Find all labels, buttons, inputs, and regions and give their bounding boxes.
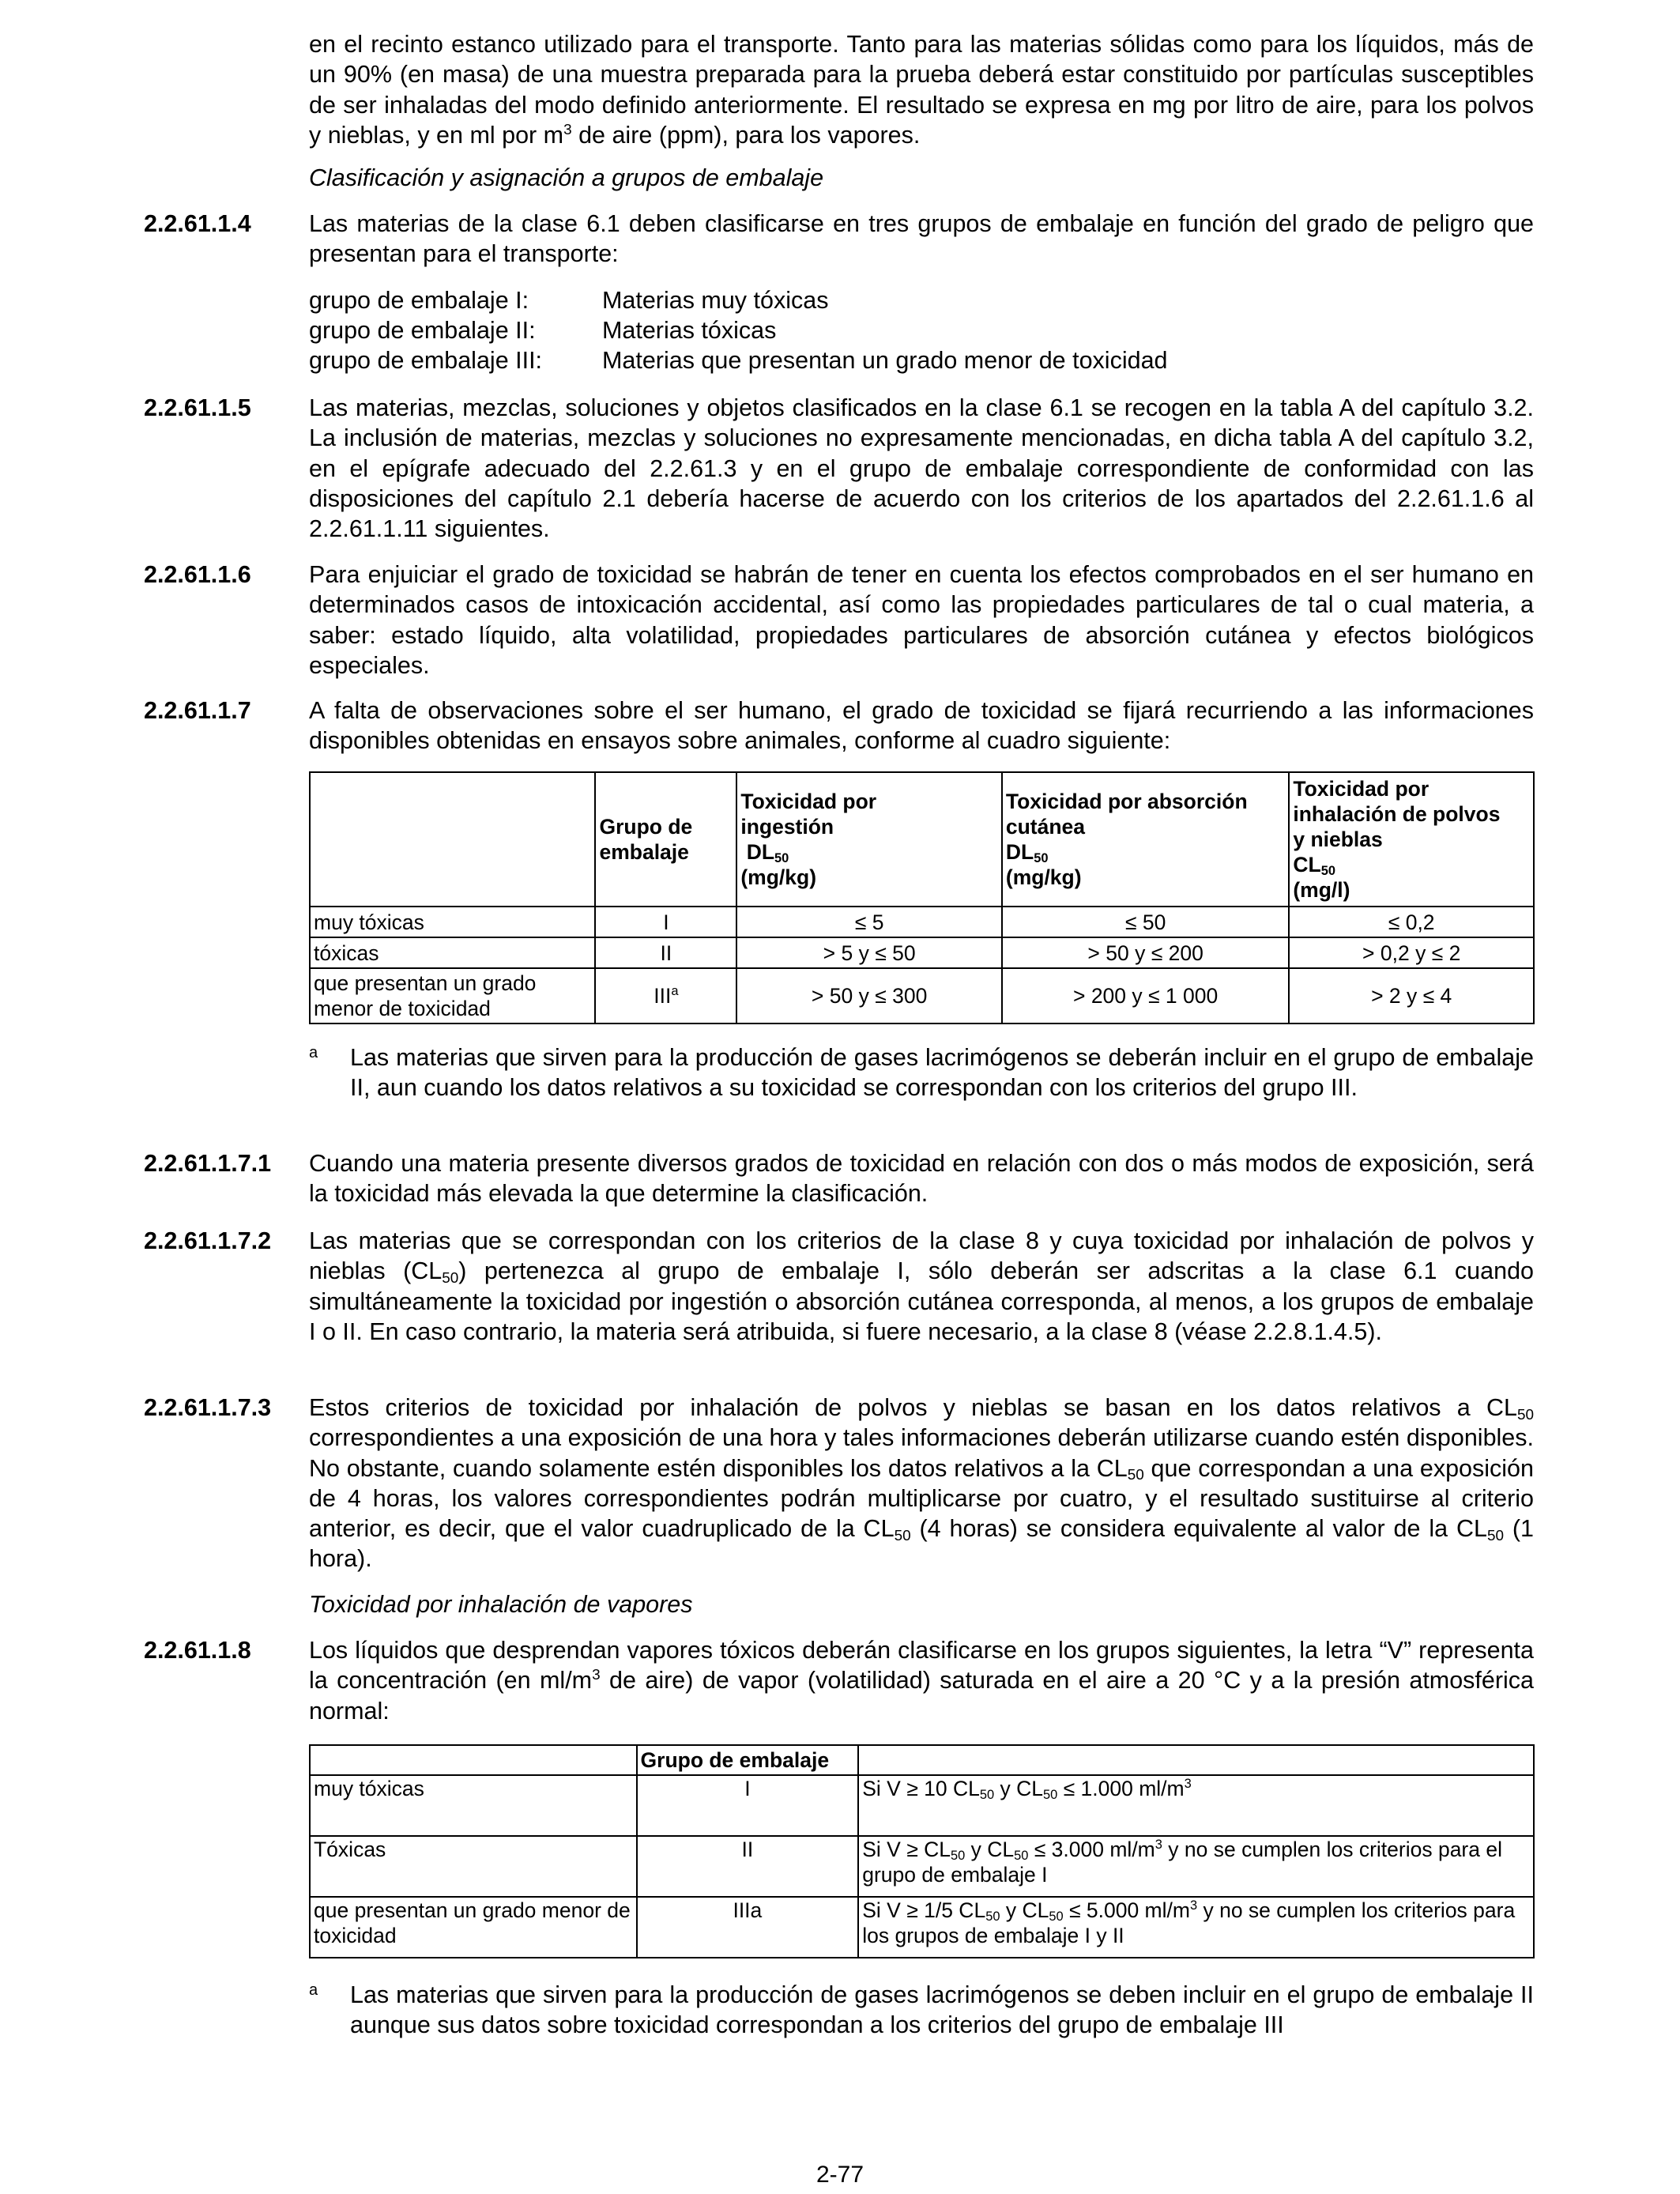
document-page: en el recinto estanco utilizado para el transporte. Tanto para las materias sólidas como para los líquidos, más de un 90% (en masa) de una muestra preparada para la prueba deberá estar constituido por partículas susceptibles de ser inhaladas del modo definido anteriormente. El resultado se expresa en mg por litro de aire, para los polvos y nieblas, y en ml por $m^3$ de aire (ppm), para los vapores. Clasificación y asignación a grupos de embalaje 2.2.61.1.4 Las materias de la clase 6.1 deben clasificarse en tres grupos de embalaje en función del grado de peligro que presentan para el transporte: grupo de embalaje I: Materias muy tóxicas grupo de embalaje II: Materias tóxicas grupo de embalaje III: Materias que presentan un grado menor de toxicidad 2.2.61.1.5 Las materias, mezclas, soluciones y objetos clasificados en la clase 6.1 se recogen en la tabla A del capítulo 3.2. La inclusión de materias, mezclas y soluciones no expresamente mencionadas, en dicha tabla A del capítulo 3.2, en el epígrafe adecuado del 2.2.61.3 y en el grupo de embalaje correspondiente de conformidad con las disposiciones del capítulo 2.1 debería hacerse de acuerdo con los criterios de los apartados del 2.2.61.1.6 al 2.2.61.1.11 siguientes. 2.2.61.1.6 Para enjuiciar el grado de toxicidad se habrán de tener en cuenta los efectos comprobados en el ser humano en determinados casos de intoxicación accidental, así como las propiedades particulares de tal o cual materia, a saber: estado líquido, alta volatilidad, propiedades particulares de absorción cutánea y efectos biológicos especiales. 2.2.61.1.7 A falta de observaciones sobre el ser humano, el grado de toxicidad se fijará recurriendo a las informaciones disponibles obtenidas en ensayos sobre animales, conforme al cuadro siguiente: Grupo de embalaje Toxicidad por ingestión $DL_{50}$ (mg/kg) Toxicidad por absorción cutánea $DL_{50}$ (mg/kg) Toxicidad por inhalación de polvos y nieblas $CL_{50}$ (mg/l) muy tóxicas I ≤ 5 ≤ 50 ≤ 0,2 tóxicas II > 5 y ≤ 50 > 50 y ≤ 200 > 0,2 y ≤ 2 que presentan un grado menor de toxicidad III$^a$ > 50 y ≤ 300 > 200 y ≤ 1 000 > 2 y ≤ 4 a Las materias que sirven para la producción de gases lacrimógenos se deberán incluir en el grupo de embalaje II, aun cuando los datos relativos a su toxicidad se correspondan con los criterios del grupo III. 2.2.61.1.7.1 Cuando una materia presente diversos grados de toxicidad en relación con dos o más modos de exposición, será la toxicidad más elevada la que determine la clasificación. 2.2.61.1.7.2 Las materias que se correspondan con los criterios de la clase 8 y cuya toxicidad por inhalación de polvos y nieblas $(CL_{50})$ pertenezca al grupo de embalaje I, sólo deberán ser adscritas a la clase 6.1 cuando simultáneamente la toxicidad por ingestión o absorción cutánea corresponda, al menos, a los grupos de embalaje I o II. En caso contrario, la materia será atribuida, si fuere necesario, a la clase 8 (véase 2.2.8.1.4.5). 2.2.61.1.7.3 Estos criterios de toxicidad por inhalación de polvos y nieblas se basan en los datos relativos a $CL_{50}$ correspondientes a una exposición de una hora y tales informaciones deberán utilizarse cuando estén disponibles. No obstante, cuando solamente estén disponibles los datos relativos a la $CL_{50}$ que correspondan a una exposición de 4 horas, los valores correspondientes podrán multiplicarse por cuatro, y el resultado sustituirse al criterio anterior, es decir, que el valor cuadruplicado de la $CL_{50}$ (4 horas) se considera equivalente al valor de la $CL_{50}$ (1 hora). Toxicidad por inhalación de vapores 2.2.61.1.8 Los líquidos que desprendan vapores tóxicos deberán clasificarse en los grupos siguientes, la letra “V” representa la concentración (en $ml/m^3$ de aire) de vapor (volatilidad) saturada en el aire a 20 °C y a la presión atmosférica normal: Grupo de embalaje muy tóxicas I Si V ≥ 10 $CL_{50}$ y $CL_{50} \le 1.000$ $ml/m^3$ Tóxicas II Si $V \ge CL_{50}$ y $CL_{50} \le 3.000$ $ml/m^3$ y no se cumplen los criterios para el grupo de embalaje I que presentan un grado menor de toxicidad IIIa Si V ≥ 1/5 $CL_{50}$ y $CL_{50} \le 5.000$ $ml/m^3$ y no se cumplen los criterios para los grupos de embalaje I y II a Las materias que sirven para la producción de gases lacrimógenos se deben incluir en el grupo de embalaje II aunque sus datos sobre toxicidad correspondan a los criterios del grupo de embalaje III 2-77	[0, 0, 1680, 2194]
section-number: 2.2.61.1.5	[144, 394, 251, 421]
category-cell: que presentan un grado menor de toxicidad	[310, 1897, 637, 1958]
ingestion-cell: > 5 y ≤ 50	[736, 937, 1002, 968]
dermal-cell: > 50 y ≤ 200	[1002, 937, 1289, 968]
section-number: 2.2.61.1.8	[144, 1637, 251, 1664]
inhalation-cell: > 2 y ≤ 4	[1289, 968, 1534, 1023]
table-row	[310, 1897, 1534, 1958]
table-header-criteria	[858, 1745, 1534, 1775]
criteria-cell: Si $V \ge CL_{50}$ y $CL_{50} \le 3.000$ $ml/m^3$ y no se cumplen los criterios para el grupo de embalaje I	[858, 1836, 1534, 1897]
criteria-cell: Si V ≥ 1/5 $CL_{50}$ y $CL_{50} \le 5.000$ $ml/m^3$ y no se cumplen los criterios para los grupos de embalaje I y II	[858, 1897, 1534, 1958]
toxicity-table	[309, 771, 1535, 1024]
ingestion-cell: ≤ 5	[736, 907, 1002, 937]
heading-classification: Clasificación y asignación a grupos de embalaje	[309, 164, 824, 191]
dermal-cell: > 200 y ≤ 1 000	[1002, 968, 1289, 1023]
section-number: 2.2.61.1.7.1	[144, 1150, 272, 1177]
category-cell: Tóxicas	[310, 1836, 637, 1897]
table-header-ingestion: Toxicidad por ingestión $DL_{50}$ (mg/kg)	[736, 772, 1002, 907]
category-cell: muy tóxicas	[310, 907, 595, 937]
group-cell: II	[637, 1836, 859, 1897]
table-header-row	[310, 1745, 1534, 1775]
section-text: Cuando una materia presente diversos grados de toxicidad en relación con dos o más modos de exposición, será la toxicidad más elevada la que determine la clasificación.	[309, 1150, 1534, 1208]
table-row	[310, 1775, 1534, 1836]
ingestion-cell: > 50 y ≤ 300	[736, 968, 1002, 1023]
section-text: Las materias, mezclas, soluciones y objetos clasificados en la clase 6.1 se recogen en la tabla A del capítulo 3.2. La inclusión de materias, mezclas y soluciones no expresamente mencionadas, en dicha tabla A del capítulo 3.2, en el epígrafe adecuado del 2.2.61.3 y en el grupo de embalaje correspondiente de conformidad con las disposiciones del capítulo 2.1 debería hacerse de acuerdo con los criterios de los apartados del 2.2.61.1.6 al 2.2.61.1.11 siguientes.	[309, 394, 1534, 543]
footnote-mark: a	[309, 1044, 318, 1061]
table-header-group: Grupo de embalaje	[595, 772, 736, 907]
group-cell: IIIa	[637, 1897, 859, 1958]
group-cell: II	[595, 937, 736, 968]
heading-vapours: Toxicidad por inhalación de vapores	[309, 1591, 693, 1618]
table-header-dermal: Toxicidad por absorción cutánea $DL_{50}$ (mg/kg)	[1002, 772, 1289, 907]
table-row	[310, 1836, 1534, 1897]
table-row	[310, 907, 1534, 937]
category-cell: tóxicas	[310, 937, 595, 968]
section-number: 2.2.61.1.7	[144, 697, 251, 724]
footnote-mark: a	[309, 1981, 318, 1999]
section-text: A falta de observaciones sobre el ser humano, el grado de toxicidad se fijará recurriendo a las informaciones disponibles obtenidas en ensayos sobre animales, conforme al cuadro siguiente:	[309, 697, 1534, 755]
page-number: 2-77	[816, 2162, 864, 2188]
section-number: 2.2.61.1.4	[144, 210, 251, 237]
footnote-text: Las materias que sirven para la producción de gases lacrimógenos se deben incluir en el grupo de embalaje II aunque sus datos sobre toxicidad correspondan a los criterios del grupo de embalaje III	[350, 1981, 1534, 2039]
table-row	[310, 968, 1534, 1023]
table-header-empty	[310, 1745, 637, 1775]
section-text: Estos criterios de toxicidad por inhalación de polvos y nieblas se basan en los datos relativos a $CL_{50}$ correspondientes a una exposición de una hora y tales informaciones deberán utilizarse cuando estén disponibles. No obstante, cuando solamente estén disponibles los datos relativos a la $CL_{50}$ que correspondan a una exposición de 4 horas, los valores correspondientes podrán multiplicarse por cuatro, y el resultado sustituirse al criterio anterior, es decir, que el valor cuadruplicado de la $CL_{50}$ (4 horas) se considera equivalente al valor de la $CL_{50}$ (1 hora).	[309, 1394, 1535, 1573]
inhalation-cell: > 0,2 y ≤ 2	[1289, 937, 1534, 968]
inhalation-cell: ≤ 0,2	[1289, 907, 1534, 937]
category-cell: muy tóxicas	[310, 1775, 637, 1836]
section-number: 2.2.61.1.7.2	[144, 1227, 272, 1254]
table-header-group: Grupo de embalaje	[637, 1745, 859, 1775]
section-text: Las materias de la clase 6.1 deben clasificarse en tres grupos de embalaje en función del grado de peligro que presentan para el transporte:	[309, 210, 1534, 268]
vapour-toxicity-table	[309, 1744, 1535, 1958]
group-cell: I	[637, 1775, 859, 1836]
criteria-cell: Si V ≥ 10 $CL_{50}$ y $CL_{50} \le 1.000$ $ml/m^3$	[858, 1775, 1534, 1836]
footnote-text: Las materias que sirven para la producción de gases lacrimógenos se deberán incluir en el grupo de embalaje II, aun cuando los datos relativos a su toxicidad se correspondan con los criterios del grupo III.	[350, 1044, 1534, 1102]
category-cell: que presentan un grado menor de toxicidad	[310, 968, 595, 1023]
section-text: Para enjuiciar el grado de toxicidad se habrán de tener en cuenta los efectos comprobados en el ser humano en determinados casos de intoxicación accidental, así como las propiedades particulares de tal o cual materia, a saber: estado líquido, alta volatilidad, propiedades particulares de absorción cutánea y efectos biológicos especiales.	[309, 561, 1534, 679]
table-header-empty	[310, 772, 595, 907]
table-row	[310, 937, 1534, 968]
group-cell: III$^a$	[595, 968, 736, 1023]
dermal-cell: ≤ 50	[1002, 907, 1289, 937]
section-number: 2.2.61.1.7.3	[144, 1394, 272, 1421]
section-text: Los líquidos que desprendan vapores tóxicos deberán clasificarse en los grupos siguientes, la letra “V” representa la concentración (en $ml/m^3$ de aire) de vapor (volatilidad) saturada en el aire a 20 °C y a la presión atmosférica normal:	[309, 1637, 1534, 1725]
section-text: Las materias que se correspondan con los criterios de la clase 8 y cuya toxicidad por inhalación de polvos y nieblas $(CL_{50})$ pertenezca al grupo de embalaje I, sólo deberán ser adscritas a la clase 6.1 cuando simultáneamente la toxicidad por ingestión o absorción cutánea corresponda, al menos, a los grupos de embalaje I o II. En caso contrario, la materia será atribuida, si fuere necesario, a la clase 8 (véase 2.2.8.1.4.5).	[309, 1227, 1534, 1345]
group-cell: I	[595, 907, 736, 937]
table-header-row	[310, 772, 1534, 907]
section-number: 2.2.61.1.6	[144, 561, 251, 588]
intro-paragraph: en el recinto estanco utilizado para el transporte. Tanto para las materias sólidas como para los líquidos, más de un 90% (en masa) de una muestra preparada para la prueba deberá estar constituido por partículas susceptibles de ser inhaladas del modo definido anteriormente. El resultado se expresa en mg por litro de aire, para los polvos y nieblas, y en ml por $m^3$ de aire (ppm), para los vapores.	[309, 31, 1534, 149]
table-header-inhalation: Toxicidad por inhalación de polvos y nieblas $CL_{50}$ (mg/l)	[1289, 772, 1534, 907]
